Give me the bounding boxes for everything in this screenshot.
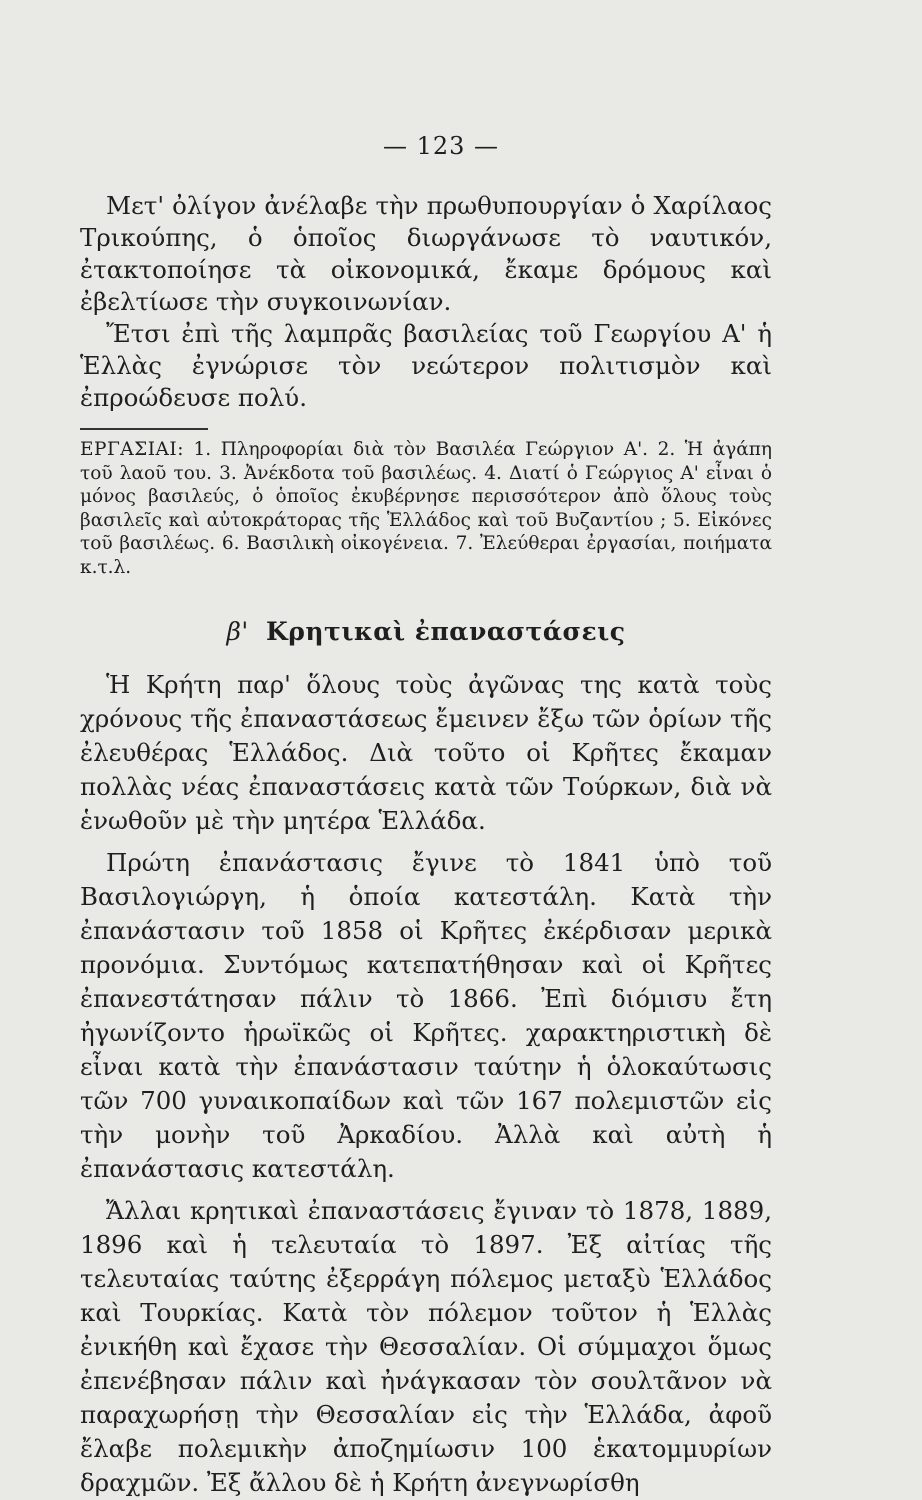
section-title: Κρητικαὶ ἐπαναστάσεις — [266, 617, 626, 646]
intro-paragraph-1: Μετ' ὀλίγον ἀνέλαβε τὴν πρωθυπουργίαν ὁ Χαρίλαος Τρικούπης, ὁ ὁποῖος διωργάνωσε τὸ ναυτικόν, ἐτακτοποίησε τὰ οἰκονομικά, ἔκαμε δρόμους καὶ ἐβελτίωσε τὴν συγκοινωνίαν. — [80, 191, 772, 316]
exercises-block — [80, 438, 772, 579]
body-paragraph-2: Πρώτη ἐπανάστασις ἔγινε τὸ 1841 ὑπὸ τοῦ Βασιλογιώργη, ἡ ὁποία κατεστάλη. Κατὰ τὴν ἐπανάστασιν τοῦ 1858 οἱ Κρῆτες ἐκέρδισαν μερικὰ προνόμια. Συντόμως κατεπατήθησαν καὶ οἱ Κρῆτες ἐπανεστάτησαν πάλιν τὸ 1866. Ἐπὶ διόμισυ ἔτη ἠγωνίζοντο ἡρωϊκῶς οἱ Κρῆτες. χαρακτηριστικὴ δὲ εἶναι κατὰ τὴν ἐπανάστασιν ταύτην ἡ ὁλοκαύτωσις τῶν 700 γυναικοπαίδων καὶ τῶν 167 πολεμιστῶν εἰς τὴν μονὴν τοῦ Ἀρκαδίου. Ἀλλὰ καὶ αὐτὴ ἡ ἐπανάστασις κατεστάλη. — [80, 848, 772, 1183]
section-divider — [80, 428, 208, 430]
page-number: — 123 — — [382, 132, 500, 160]
section-heading — [80, 617, 772, 646]
exercises-label: ΕΡΓΑΣΙΑΙ: — [80, 439, 184, 460]
intro-paragraph-2: Ἔτσι ἐπὶ τῆς λαμπρᾶς βασιλείας τοῦ Γεωργίου Α' ἡ Ἑλλὰς ἐγνώρισε τὸν νεώτερον πολιτισμὸν καὶ ἐπροώδευσε πολύ. — [80, 319, 772, 412]
body-paragraph-1: Ἡ Κρήτη παρ' ὅλους τοὺς ἀγῶνας της κατὰ τοὺς χρόνους τῆς ἐπαναστάσεως ἔμεινεν ἔξω τῶν ὁρίων τῆς ἐλευθέρας Ἑλλάδος. Διὰ τοῦτο οἱ Κρῆτες ἔκαμαν πολλὰς νέας ἐπαναστάσεις κατὰ τῶν Τούρκων, διὰ νὰ ἑνωθοῦν μὲ τὴν μητέρα Ἑλλάδα. — [80, 670, 772, 835]
exercises-text: 1. Πληροφορίαι διὰ τὸν Βασιλέα Γεώργιον Α'. 2. Ἡ ἀγάπη τοῦ λαοῦ του. 3. Ἀνέκδοτα τοῦ βασιλέως. 4. Διατί ὁ Γεώργιος Α' εἶναι ὁ μόνος βασιλεύς, ὁ ὁποῖος ἐκυβέρνησε περισσότερον ἀπὸ ὅλους τοὺς βασιλεῖς καὶ αὐτοκράτορας τῆς Ἑλλάδος καὶ τοῦ Βυζαντίου ; 5. Εἰκόνες τοῦ βασιλέως. 6. Βασιλικὴ οἰκογένεια. 7. Ἐλεύθεραι ἐργασίαι, ποιήματα κ.τ.λ. — [80, 439, 772, 578]
body-paragraph-3: Ἄλλαι κρητικαὶ ἐπαναστάσεις ἔγιναν τὸ 1878, 1889, 1896 καὶ ἡ τελευταία τὸ 1897. Ἐξ αἰτίας τῆς τελευταίας ταύτης ἐξερράγη πόλεμος μεταξὺ Ἑλλάδος καὶ Τουρκίας. Κατὰ τὸν πόλεμον τοῦτον ἡ Ἑλλὰς ἐνικήθη καὶ ἔχασε τὴν Θεσσαλίαν. Οἱ σύμμαχοι ὅμως ἐπενέβησαν πάλιν καὶ ἠνάγκασαν τὸν σουλτᾶνον νὰ παραχωρήσῃ τὴν Θεσσαλίαν εἰς τὴν Ἑλλάδα, ἀφοῦ ἔλαβε πολεμικὴν ἀποζημίωσιν 100 ἑκατομμυρίων δραχμῶν. Ἐξ ἄλλου δὲ ἡ Κρήτη ἀνεγνωρίσθη — [80, 1196, 772, 1497]
section-number: β' — [226, 617, 249, 646]
